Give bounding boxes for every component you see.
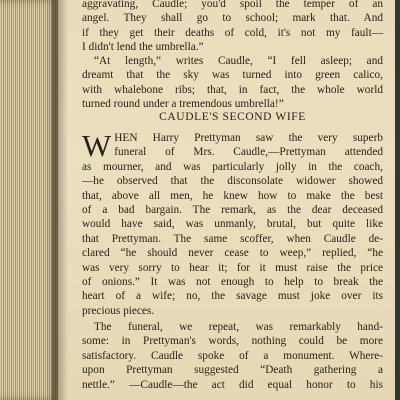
text-line: turned round under a tremendous umbrella!” (82, 98, 284, 111)
text-line: dreamt that the sky was turned into green calico, (82, 69, 383, 82)
paragraph-1 (82, 128, 383, 318)
text-line: with whalebone ribs; that, in fact, the whole world (82, 83, 383, 96)
text-line: if they get their deaths of cold, it's not my fault— (82, 26, 383, 39)
text-line: would have said, was unmanly, brutal, but quite like (82, 218, 383, 231)
text-line: nettle.” —Caudle—the act did equal honor to his (82, 378, 383, 391)
spine-shadow (52, 0, 68, 400)
text-line (82, 11, 383, 25)
text-line: as mourner, and was particularly jolly in the coach, (82, 160, 383, 173)
text-line: that, above all men, he knew how to make the best (82, 189, 383, 202)
text-line: heart of a wife; no, the savage must joke over its (82, 290, 383, 303)
drop-cap: W (82, 128, 112, 163)
text-line: The funeral, we repeat, was remarkably hand- (94, 321, 383, 333)
text-line: upon Prettyman suggested “Death gathering a (82, 364, 383, 377)
right-gutter (395, 0, 400, 400)
text-line: aggravating, Caudle; you'd spoil the temper of an (82, 0, 383, 10)
text-line-content: angel. They shall go to school; mark that. And (82, 12, 383, 25)
text-line: “At length,” writes Caudle, “I fell asleep; and (94, 55, 383, 67)
text-line: some: in Prettyman's words, nothing could be more (82, 335, 383, 348)
closing-paragraph (82, 54, 383, 112)
text-line: clared “he should never cease to weep,” replied, “he (82, 247, 383, 260)
text-line: funeral of Mrs. Caudle,—Prettyman attended (114, 146, 383, 159)
text-line: I didn't lend the umbrella.” (82, 41, 204, 54)
chapter-title: CAUDLE'S SECOND WIFE (159, 111, 306, 123)
text-line: of onions.” It was not enough to help to break the (82, 276, 383, 289)
paragraph-2 (82, 320, 383, 392)
text-line: satisfactory. Caudle spoke of a monument. Where- (82, 349, 383, 362)
page-edges (0, 0, 58, 400)
text-line: —he observed that the disconsolate widower showed (82, 175, 383, 188)
text-line: precious pieces. (82, 304, 155, 317)
intro-paragraph (82, 0, 383, 55)
text-line: HEN Harry Prettyman saw the very superb (114, 132, 383, 144)
text-line: that Prettyman. The same scoffer, when Caudle de- (82, 232, 383, 245)
text-line: of a bad bargain. The remark, as the dear deceased (82, 204, 383, 217)
text-line: was very sorry to hear it; for it must raise the price (82, 261, 383, 274)
